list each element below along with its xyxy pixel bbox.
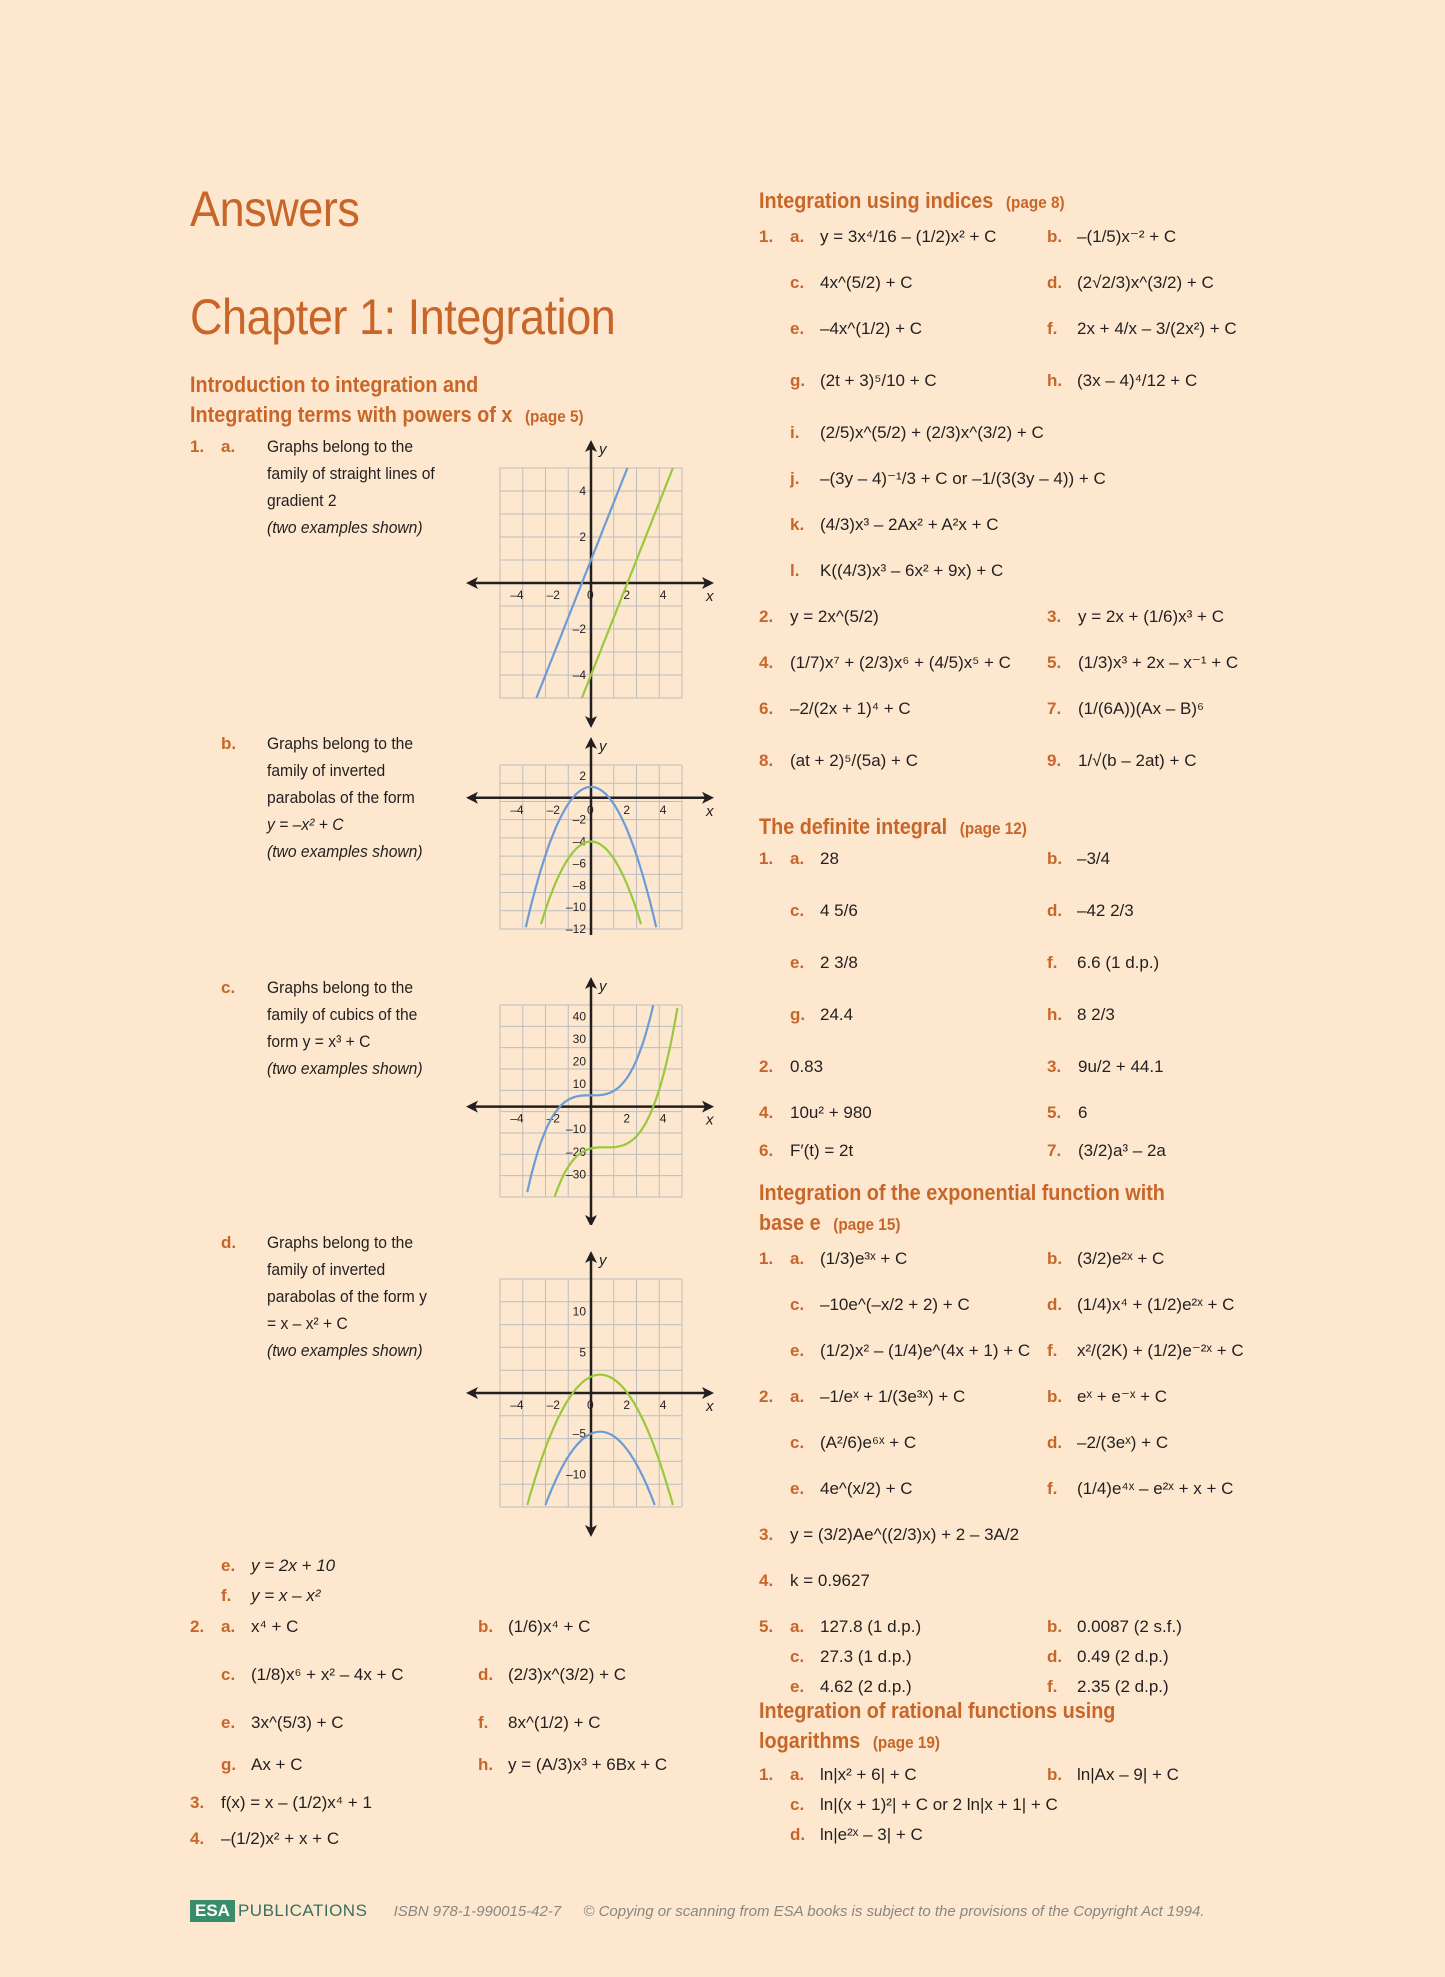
- part-letter: a.: [790, 1765, 805, 1784]
- part-letter: f.: [1047, 1479, 1058, 1498]
- answer-row-right: [1047, 1616, 1182, 1638]
- part-letter: d.: [1047, 1295, 1063, 1314]
- answer-row: [759, 1340, 1030, 1362]
- q1c-description: Graphs belong to the family of cubics of the form y = x³ + C (two examples shown): [267, 978, 423, 1078]
- y-tick-label: 10: [572, 1304, 586, 1319]
- q1d-letter: d.: [221, 1233, 237, 1252]
- part-letter: l.: [790, 561, 800, 580]
- answer-row-right: [1047, 1102, 1087, 1124]
- part-letter: c.: [790, 901, 805, 920]
- answer-text: (A²/6)e⁶ˣ + C: [820, 1433, 917, 1452]
- answer-row: [759, 1294, 970, 1316]
- answer-row: [759, 1676, 912, 1698]
- part-letter: c.: [790, 1647, 805, 1666]
- x-tick-label: 4: [659, 802, 667, 817]
- part-letter: f.: [1047, 1341, 1058, 1360]
- x-tick-label: 4: [659, 1398, 667, 1412]
- q1c-letter: c.: [221, 978, 236, 997]
- answer-text: 4x^(5/2) + C: [820, 273, 913, 292]
- answer-text: (1/(6A))(Ax – B)⁶: [1078, 699, 1205, 718]
- part-letter: b.: [1047, 227, 1063, 246]
- question-number: 2.: [759, 607, 774, 626]
- answer-row: [759, 1646, 912, 1668]
- answers-heading: Answers: [190, 181, 360, 237]
- answer-text: (4/3)x³ – 2Ax² + A²x + C: [820, 515, 999, 534]
- answer-row-right: [1047, 272, 1214, 294]
- answer-row-right: [1047, 606, 1224, 628]
- answer-text: 4 5/6: [820, 901, 858, 920]
- question-number: 9.: [1047, 751, 1062, 770]
- answer-text: (1/7)x⁷ + (2/3)x⁶ + (4/5)x⁵ + C: [790, 653, 1011, 672]
- question-number: 1.: [759, 227, 774, 246]
- answer-text: y = 2x^(5/2): [790, 607, 879, 626]
- part-letter: e.: [790, 1341, 805, 1360]
- q2c-row: c. (1/8)x⁶ + x² – 4x + C: [221, 1665, 404, 1684]
- part-letter: c.: [790, 1295, 805, 1314]
- answer-text: –(1/5)x⁻² + C: [1077, 227, 1177, 246]
- answer-row-right: [1047, 1248, 1164, 1270]
- answer-row-right: [1047, 318, 1237, 340]
- y-tick-label: 10: [572, 1077, 586, 1092]
- answer-text: 24.4: [820, 1005, 854, 1024]
- answer-text: (3/2)e²ˣ + C: [1077, 1249, 1165, 1268]
- y-tick-label: –4: [572, 668, 586, 682]
- y-tick-label: –4: [572, 834, 586, 849]
- answer-row: [759, 1764, 917, 1786]
- answer-text: (2√2/3)x^(3/2) + C: [1077, 273, 1214, 292]
- part-letter: a.: [790, 1249, 805, 1268]
- part-letter: f.: [1047, 319, 1058, 338]
- question-number: 5.: [759, 1617, 774, 1636]
- answer-text: –4x^(1/2) + C: [820, 319, 922, 338]
- part-letter: b.: [1047, 1249, 1063, 1268]
- question-number: 3.: [1047, 1057, 1062, 1076]
- part-letter: e.: [790, 1677, 805, 1696]
- y-tick-label: 30: [572, 1031, 586, 1046]
- answer-row: [759, 652, 1011, 674]
- y-tick-label: –10: [565, 1122, 586, 1137]
- part-letter: g.: [790, 1005, 806, 1024]
- part-letter: b.: [1047, 1387, 1063, 1406]
- q2h-row: h. y = (A/3)x³ + 6Bx + C: [478, 1755, 668, 1774]
- question-number: 1.: [759, 1249, 774, 1268]
- question-number: 8.: [759, 751, 774, 770]
- q1e-row: e. y = 2x + 10: [221, 1556, 336, 1575]
- answer-text: 9u/2 + 44.1: [1078, 1057, 1164, 1076]
- answer-row: [759, 514, 999, 536]
- question-number: 4.: [759, 1571, 774, 1590]
- x-tick-label: –4: [510, 1111, 524, 1126]
- q4-row: 4. –(1/2)x² + x + C: [190, 1829, 340, 1848]
- part-letter: h.: [1047, 1005, 1063, 1024]
- question-number: 7.: [1047, 1141, 1062, 1160]
- q1-number-row: 1. a.: [190, 437, 236, 456]
- y-tick-label: –30: [565, 1167, 586, 1182]
- part-letter: d.: [1047, 901, 1063, 920]
- answer-text: eˣ + e⁻ˣ + C: [1077, 1387, 1168, 1406]
- series-parabola-blue: [546, 1432, 655, 1505]
- answer-row: [759, 422, 1044, 444]
- q2d-row: d. (2/3)x^(3/2) + C: [478, 1665, 627, 1684]
- y-tick-label: 40: [572, 1009, 586, 1024]
- part-letter: c.: [790, 273, 805, 292]
- answer-row: [759, 1794, 1058, 1816]
- y-tick-label: –10: [565, 900, 586, 915]
- section-indices-title: Integration using indices (page 8): [759, 188, 1065, 213]
- part-letter: g.: [790, 371, 806, 390]
- publisher-name: PUBLICATIONS: [237, 1901, 368, 1920]
- q2-row-ab: 2. a. x⁴ + C: [190, 1617, 299, 1636]
- x-tick-label: –2: [546, 588, 560, 602]
- answer-row: [759, 1524, 1019, 1546]
- answer-row: [759, 1570, 870, 1592]
- part-letter: a.: [790, 1617, 805, 1636]
- question-number: 5.: [1047, 1103, 1062, 1122]
- part-letter: k.: [790, 515, 805, 534]
- question-number: 3.: [759, 1525, 774, 1544]
- answer-text: 4e^(x/2) + C: [820, 1479, 913, 1498]
- answer-row: [759, 1616, 921, 1638]
- y-axis-label: y: [599, 978, 607, 995]
- answer-row: [759, 272, 913, 294]
- x-tick-label: 0: [587, 802, 594, 817]
- question-number: 3.: [1047, 607, 1062, 626]
- answer-row: [759, 1432, 916, 1454]
- answer-text: 127.8 (1 d.p.): [820, 1617, 922, 1636]
- answer-text: 6.6 (1 d.p.): [1077, 953, 1160, 972]
- answer-row: [759, 1824, 923, 1846]
- section-intro-title: Introduction to integration and Integrating terms with powers of x (page 5): [190, 372, 584, 427]
- q2g-row: g. Ax + C: [221, 1755, 303, 1774]
- part-letter: d.: [1047, 1433, 1063, 1452]
- x-tick-label: –4: [510, 1398, 524, 1412]
- answer-text: (3/2)a³ – 2a: [1078, 1141, 1166, 1160]
- part-letter: e.: [790, 319, 805, 338]
- answer-row-right: [1047, 1676, 1169, 1698]
- answer-text: 6: [1078, 1103, 1088, 1122]
- graph-q1a: [460, 440, 720, 730]
- answer-row-right: [1047, 1478, 1233, 1500]
- esa-logo: ESA: [190, 1900, 235, 1922]
- answer-text: –1/eˣ + 1/(3e³ˣ) + C: [820, 1387, 966, 1406]
- answer-text: F′(t) = 2t: [790, 1141, 854, 1160]
- question-number: 1.: [759, 849, 774, 868]
- x-tick-label: 2: [623, 588, 631, 602]
- answer-row-right: [1047, 1056, 1164, 1078]
- answer-row-right: [1047, 1004, 1115, 1026]
- part-letter: h.: [1047, 371, 1063, 390]
- answer-text: ln|Ax – 9| + C: [1077, 1765, 1179, 1784]
- section-logarithms-title: Integration of rational functions using logarithms (page 19): [759, 1698, 1116, 1753]
- question-number: 2.: [759, 1387, 774, 1406]
- question-number: 2.: [759, 1057, 774, 1076]
- x-tick-label: 0: [587, 588, 594, 602]
- q2e-row: e. 3x^(5/3) + C: [221, 1713, 344, 1732]
- section-exponential-title: Integration of the exponential function with base e (page 15): [759, 1180, 1165, 1235]
- x-tick-label: –2: [546, 1398, 560, 1412]
- q1a-description: Graphs belong to the family of straight lines of gradient 2 (two examples shown): [267, 437, 435, 537]
- y-tick-label: –6: [572, 856, 586, 871]
- y-tick-label: –12: [565, 922, 586, 935]
- part-letter: f.: [1047, 953, 1058, 972]
- q1f-row: f. y = x – x²: [221, 1586, 321, 1605]
- answer-text: (at + 2)⁵/(5a) + C: [790, 751, 918, 770]
- graph-q1d: [460, 1245, 720, 1540]
- x-tick-label: –2: [546, 802, 560, 817]
- answer-text: 4.62 (2 d.p.): [820, 1677, 912, 1696]
- part-letter: i.: [790, 423, 800, 442]
- answer-text: (1/4)x⁴ + (1/2)e²ˣ + C: [1077, 1295, 1235, 1314]
- part-letter: e.: [790, 1479, 805, 1498]
- x-axis-label: x: [706, 1398, 714, 1415]
- answer-text: y = 2x + (1/6)x³ + C: [1078, 607, 1224, 626]
- question-number: 7.: [1047, 699, 1062, 718]
- answer-text: k = 0.9627: [790, 1571, 870, 1590]
- answer-row-right: [1047, 848, 1110, 870]
- y-axis-label: y: [599, 1252, 607, 1269]
- answer-text: –3/4: [1077, 849, 1111, 868]
- answer-text: –42 2/3: [1077, 901, 1134, 920]
- part-letter: b.: [1047, 849, 1063, 868]
- answer-row: [759, 900, 858, 922]
- answer-text: 27.3 (1 d.p.): [820, 1647, 912, 1666]
- answer-text: K((4/3)x³ – 6x² + 9x) + C: [820, 561, 1004, 580]
- answer-row: [759, 606, 879, 628]
- y-axis-label: y: [599, 738, 607, 755]
- answer-text: (1/4)e⁴ˣ – e²ˣ + x + C: [1077, 1479, 1234, 1498]
- answer-text: 0.0087 (2 s.f.): [1077, 1617, 1182, 1636]
- copyright-notice: © Copying or scanning from ESA books is subject to the provisions of the Copyright Act 1994.: [583, 1903, 1205, 1920]
- answer-text: (2/5)x^(5/2) + (2/3)x^(3/2) + C: [820, 423, 1044, 442]
- answer-row-right: [1047, 1294, 1234, 1316]
- answer-text: y = (3/2)Ae^((2/3)x) + 2 – 3A/2: [790, 1525, 1020, 1544]
- answer-row: [759, 226, 996, 248]
- answer-text: 28: [820, 849, 839, 868]
- answer-row: [759, 1140, 853, 1162]
- y-tick-label: 4: [579, 484, 586, 498]
- q1b-description: Graphs belong to the family of inverted parabolas of the form y = –x² + C (two examples shown): [267, 734, 423, 861]
- answer-text: –2/(3eˣ) + C: [1077, 1433, 1169, 1452]
- answer-text: (2t + 3)⁵/10 + C: [820, 371, 937, 390]
- part-letter: a.: [790, 849, 805, 868]
- y-axis-label: y: [599, 441, 607, 458]
- part-letter: b.: [1047, 1765, 1063, 1784]
- answer-text: ln|x² + 6| + C: [820, 1765, 917, 1784]
- graph-q1b: [460, 735, 720, 935]
- answer-row: [759, 1248, 907, 1270]
- answer-text: (3x – 4)⁴/12 + C: [1077, 371, 1198, 390]
- graph-q1c: [460, 975, 720, 1225]
- answer-text: x²/(2K) + (1/2)e⁻²ˣ + C: [1077, 1341, 1244, 1360]
- answer-text: –2/(2x + 1)⁴ + C: [790, 699, 911, 718]
- answer-text: –(3y – 4)⁻¹/3 + C or –1/(3(3y – 4)) + C: [820, 469, 1106, 488]
- answer-row: [759, 318, 922, 340]
- answer-text: (1/2)x² – (1/4)e^(4x + 1) + C: [820, 1341, 1031, 1360]
- answer-row: [759, 1056, 823, 1078]
- answer-row-right: [1047, 1432, 1168, 1454]
- answer-row-right: [1047, 698, 1204, 720]
- y-tick-label: 2: [579, 530, 586, 544]
- part-letter: d.: [790, 1825, 806, 1844]
- q1b-letter: b.: [221, 734, 237, 753]
- x-axis-label: x: [706, 588, 714, 605]
- x-tick-label: 2: [623, 1398, 631, 1412]
- chapter-heading: Chapter 1: Integration: [190, 289, 616, 345]
- x-tick-label: 4: [659, 588, 667, 602]
- answer-row-right: [1047, 1646, 1169, 1668]
- answer-row: [759, 1386, 965, 1408]
- part-letter: d.: [1047, 1647, 1063, 1666]
- answer-row-right: [1047, 1386, 1167, 1408]
- answer-text: 0.49 (2 d.p.): [1077, 1647, 1169, 1666]
- y-tick-label: 20: [572, 1054, 586, 1069]
- answer-text: 8 2/3: [1077, 1005, 1115, 1024]
- x-tick-label: 0: [587, 1398, 594, 1412]
- y-tick-label: –2: [572, 622, 586, 636]
- part-letter: d.: [1047, 273, 1063, 292]
- x-tick-label: –4: [510, 802, 524, 817]
- answer-row: [759, 952, 858, 974]
- part-letter: a.: [790, 1387, 805, 1406]
- y-tick-label: –10: [565, 1467, 586, 1482]
- answer-text: ln|(x + 1)²| + C or 2 ln|x + 1| + C: [820, 1795, 1058, 1814]
- answer-text: 2x + 4/x – 3/(2x²) + C: [1077, 319, 1237, 338]
- q1d-description: Graphs belong to the family of inverted parabolas of the form y = x – x² + C (two examples shown): [267, 1233, 427, 1360]
- answer-row-right: [1047, 1764, 1179, 1786]
- part-letter: f.: [1047, 1677, 1058, 1696]
- q2f-row: f. 8x^(1/2) + C: [478, 1713, 601, 1732]
- answer-row-right: [1047, 370, 1197, 392]
- x-tick-label: 4: [659, 1111, 667, 1126]
- answer-row-right: [1047, 750, 1196, 772]
- question-number: 5.: [1047, 653, 1062, 672]
- answer-text: 0.83: [790, 1057, 824, 1076]
- part-letter: c.: [790, 1795, 805, 1814]
- part-letter: b.: [1047, 1617, 1063, 1636]
- x-tick-label: 2: [623, 802, 631, 817]
- answer-text: 2.35 (2 d.p.): [1077, 1677, 1169, 1696]
- x-axis-label: x: [706, 1111, 714, 1129]
- answer-row: [759, 1478, 913, 1500]
- answer-text: 10u² + 980: [790, 1103, 872, 1122]
- y-tick-label: –8: [572, 878, 586, 893]
- answer-row-right: [1047, 1140, 1166, 1162]
- answer-row-right: [1047, 952, 1159, 974]
- answer-row: [759, 468, 1106, 490]
- question-number: 6.: [759, 1141, 774, 1160]
- x-tick-label: 2: [623, 1111, 631, 1126]
- x-axis-label: x: [706, 802, 714, 820]
- part-letter: j.: [790, 469, 800, 488]
- question-number: 4.: [759, 1103, 774, 1122]
- q2b-row: b. (1/6)x⁴ + C: [478, 1617, 591, 1636]
- answer-row-right: [1047, 900, 1134, 922]
- isbn: ISBN 978-1-990015-42-7: [393, 1903, 562, 1920]
- answer-row: [759, 698, 911, 720]
- answer-text: y = 3x⁴/16 – (1/2)x² + C: [820, 227, 997, 246]
- answer-row-right: [1047, 226, 1176, 248]
- x-tick-label: –2: [546, 1111, 560, 1126]
- answer-row: [759, 1102, 872, 1124]
- answer-row: [759, 750, 918, 772]
- q3-row: 3. f(x) = x – (1/2)x⁴ + 1: [190, 1793, 372, 1812]
- question-number: 4.: [759, 653, 774, 672]
- answer-row: [759, 560, 1003, 582]
- answer-text: ln|e²ˣ – 3| + C: [820, 1825, 923, 1844]
- answer-text: 1/√(b – 2at) + C: [1078, 751, 1197, 770]
- y-tick-label: –20: [565, 1144, 586, 1159]
- y-tick-label: –5: [572, 1426, 586, 1441]
- part-letter: e.: [790, 953, 805, 972]
- y-tick-label: –2: [572, 812, 586, 827]
- section-definite-title: The definite integral (page 12): [759, 814, 1027, 839]
- answer-text: (1/3)e³ˣ + C: [820, 1249, 908, 1268]
- y-tick-label: 2: [579, 768, 586, 783]
- answer-row-right: [1047, 1340, 1244, 1362]
- answer-row-right: [1047, 652, 1238, 674]
- part-letter: c.: [790, 1433, 805, 1452]
- answer-row: [759, 370, 937, 392]
- question-number: 6.: [759, 699, 774, 718]
- footer: [190, 1900, 1204, 1922]
- answer-text: –10e^(–x/2 + 2) + C: [820, 1295, 970, 1314]
- question-number: 1.: [759, 1765, 774, 1784]
- answer-text: (1/3)x³ + 2x – x⁻¹ + C: [1078, 653, 1239, 672]
- answer-row: [759, 1004, 853, 1026]
- part-letter: a.: [790, 227, 805, 246]
- x-tick-label: –4: [510, 588, 524, 602]
- answer-text: 2 3/8: [820, 953, 858, 972]
- answer-row: [759, 848, 839, 870]
- y-tick-label: 5: [579, 1345, 586, 1360]
